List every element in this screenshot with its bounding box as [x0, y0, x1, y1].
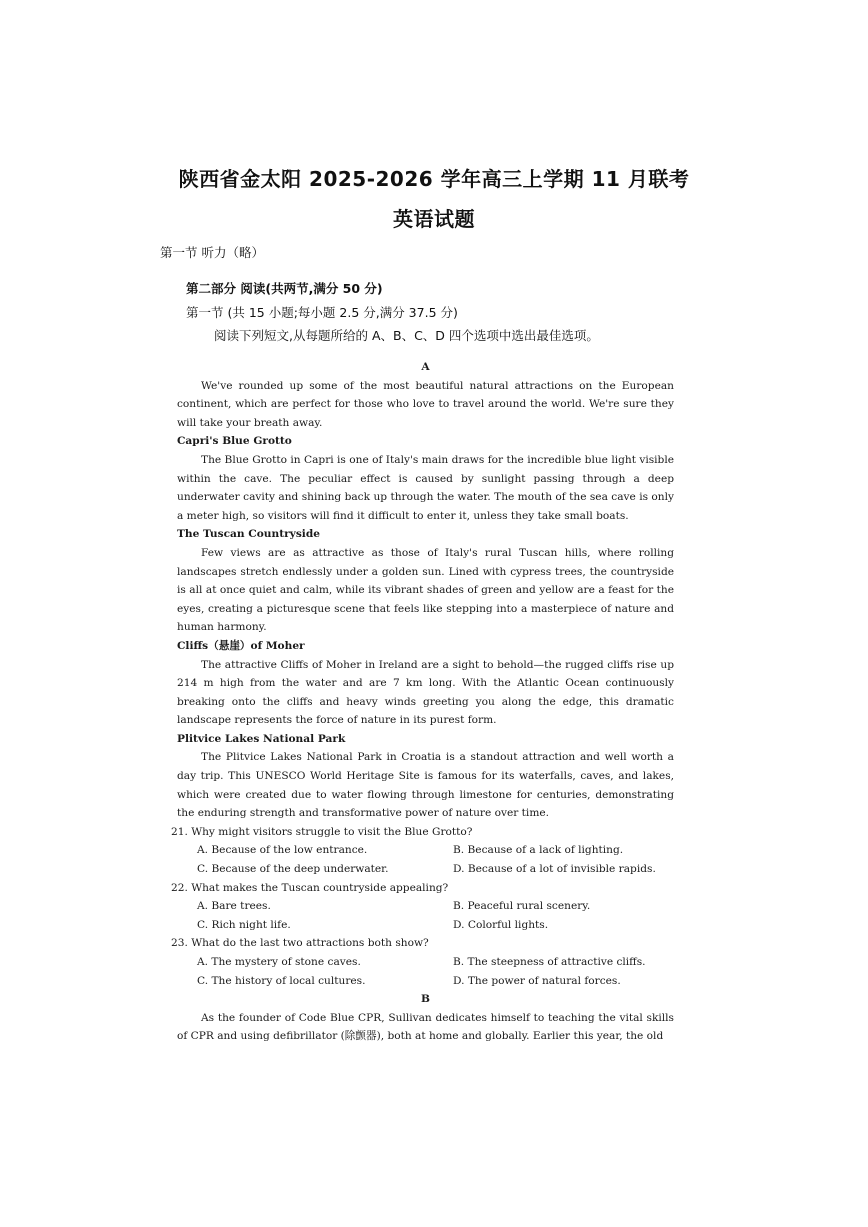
passage-a-intro: We've rounded up some of the most beautiful natural attractions on the European continent, which are perfect for those who love to travel around the world. We're sure they will take your breath away. [177, 379, 674, 429]
exam-subject: 英语试题 [393, 207, 475, 231]
question-23-options [177, 953, 674, 990]
section-heading-plitvice: Plitvice Lakes National Park [177, 732, 346, 745]
section-listening: 第一节 听力（略） [160, 245, 264, 260]
option-21-b: B. Because of a lack of lighting. [453, 844, 624, 857]
section-text-tuscan: Few views are as attractive as those of Italy's rural Tuscan hills, where rolling landscapes stretch endlessly under a golden sun. Lined with cypress trees, the countryside is all at once quiet and calm, while its vibrant shades of green and yellow are a feast for the eyes, creating a picturesque scene that feels like stepping into a masterpiece of nature and human harmony. [177, 546, 674, 634]
option-22-b: B. Peaceful rural scenery. [453, 900, 591, 913]
option-22-a: A. Bare trees. [197, 900, 271, 913]
option-23-d: D. The power of natural forces. [453, 974, 621, 987]
exam-title: 陕西省金太阳 2025-2026 学年高三上学期 11 月联考 [178, 167, 690, 191]
passage-a [171, 358, 674, 1046]
option-21-c: C. Because of the deep underwater. [197, 863, 389, 876]
section-heading-moher: Cliffs（悬崖）of Moher [177, 639, 305, 652]
question-21-options [177, 841, 674, 878]
question-22: 22. What makes the Tuscan countryside appealing? [171, 881, 449, 894]
passage-b-label: B [421, 993, 430, 1006]
option-23-a: A. The mystery of stone caves. [197, 956, 361, 968]
section-text-moher: The attractive Cliffs of Moher in Ireland are a sight to behold—the rugged cliffs rise up 214 m high from the water and are 7 km long. With the Atlantic Ocean continuously breaking onto the cliffs and heavy winds greeting you along the edge, this dramatic landscape represents the force of nature in its purest form. [177, 658, 674, 727]
section-text-plitvice: The Plitvice Lakes National Park in Croatia is a standout attraction and well worth a day trip. This UNESCO World Heritage Site is famous for its waterfalls, caves, and lakes, which were created due to water flowing through limestone for centuries, demonstrating the enduring strength and transformative power of nature over time. [177, 751, 674, 820]
reading-instruction: 阅读下列短文,从每题所给的 A、B、C、D 四个选项中选出最佳选项。 [214, 328, 599, 343]
passage-b-text: As the founder of Code Blue CPR, Sullivan dedicates himself to teaching the vital skills of CPR and using defibrillator (除颤器), both at home and globally. Earlier this year, the old [177, 1011, 674, 1043]
option-22-c: C. Rich night life. [197, 918, 291, 931]
option-21-a: A. Because of the low entrance. [197, 844, 368, 857]
section-text-blue-grotto: The Blue Grotto in Capri is one of Italy's main draws for the incredible blue light visible within the cave. The peculiar effect is caused by sunlight passing through a deep underwater cavity and shining back up through the water. The mouth of the sea cave is only a meter high, so visitors will find it difficult to enter it, unless they take small boats. [177, 453, 674, 522]
section-heading-blue-grotto: Capri's Blue Grotto [177, 435, 292, 448]
option-21-d: D. Because of a lot of invisible rapids. [453, 863, 656, 876]
question-23: 23. What do the last two attractions both show? [171, 937, 429, 950]
question-21: 21. Why might visitors struggle to visit the Blue Grotto? [171, 825, 473, 838]
question-22-options [177, 897, 674, 934]
option-23-c: C. The history of local cultures. [197, 974, 366, 987]
passage-a-label: A [421, 361, 430, 373]
option-23-b: B. The steepness of attractive cliffs. [453, 956, 646, 968]
part-two-heading: 第二部分 阅读(共两节,满分 50 分) [186, 281, 383, 296]
option-22-d: D. Colorful lights. [453, 918, 549, 931]
part-two-section-one: 第一节 (共 15 小题;每小题 2.5 分,满分 37.5 分) [186, 305, 458, 320]
section-heading-tuscan: The Tuscan Countryside [177, 528, 320, 541]
